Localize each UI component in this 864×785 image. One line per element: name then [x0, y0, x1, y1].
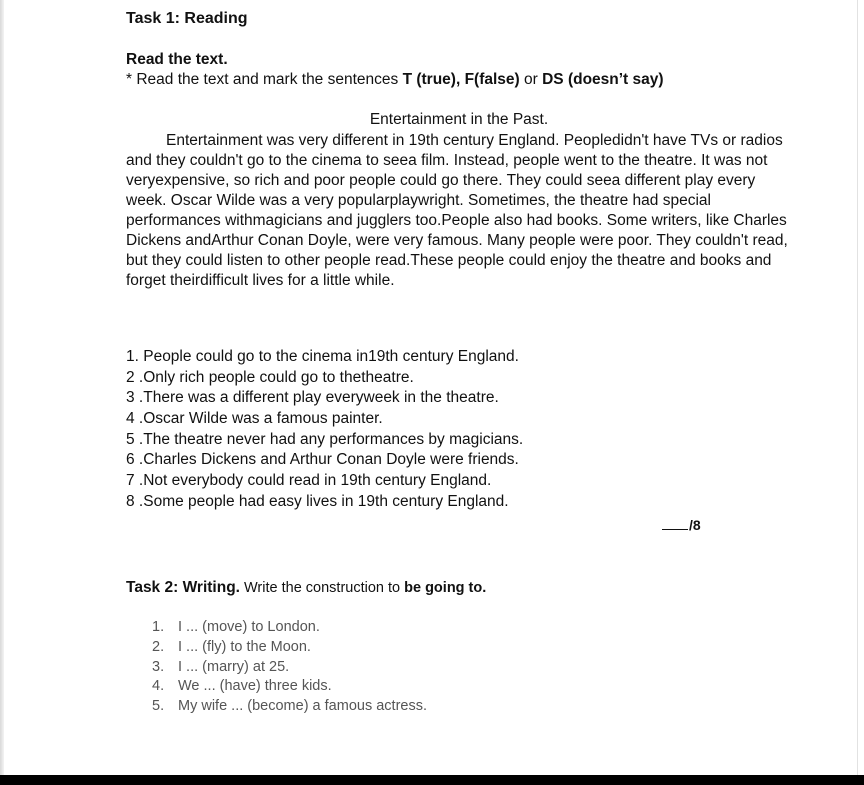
exercise-number: 1.: [152, 619, 165, 635]
task2-heading: [126, 579, 486, 597]
exercise-text: My wife ... (become) a famous actress.: [178, 698, 427, 715]
exercise-number: 2.: [152, 638, 165, 655]
exercise-list: [152, 618, 427, 717]
exercise-number: 4.: [152, 678, 165, 695]
statement-item: 4 .Oscar Wilde was a famous painter.: [126, 410, 383, 428]
instruction-or: or: [519, 71, 543, 88]
statement-item: 5 .The theatre never had any performances by magicians.: [126, 430, 524, 448]
bottom-black-bar: [0, 775, 864, 785]
exercise-item: [152, 697, 427, 717]
statement-item: 2 .Only rich people could go to thetheatre.: [126, 368, 414, 386]
statement-item: 7 .Not everybody could read in 19th century England.: [126, 472, 492, 490]
task2-construction: be going to.: [404, 580, 487, 596]
score-blank: [662, 529, 688, 530]
exercise-item: [152, 618, 427, 638]
instruction-prefix: * Read the text and mark the sentences: [126, 71, 403, 88]
task1-heading: Task 1: Reading: [126, 10, 248, 27]
score-field: [662, 517, 701, 533]
reading-passage: Entertainment was very different in 19th century England. Peopledidn't have TVs or radios and they couldn't go to the cinema to seea film. Instead, people went to the theatre. It was not veryexpensive, so rich and poor people could go there. They could seea different play every week. Oscar Wilde was a very popularplaywright. Sometimes, the theatre had special performances withmagicians and jugglers too.People also had books. Some writers, like Charles Dickens andArthur Conan Doyle, were very famous. Many people were poor. They couldn't read, but they could listen to other people read.These people could enjoy the theatre and books and forget theirdifficult lives for a little while.: [126, 132, 788, 289]
task2-label: Task 2: Writing.: [126, 579, 240, 596]
read-heading: Read the text.: [126, 51, 228, 68]
exercise-item: [152, 677, 427, 697]
task1-instruction: [126, 71, 664, 89]
statement-item: 6 .Charles Dickens and Arthur Conan Doyle were friends.: [126, 451, 519, 469]
score-total: /8: [689, 517, 701, 533]
page-right-edge: [857, 0, 858, 775]
exercise-text: We ... (have) three kids.: [178, 678, 332, 695]
text-title: Entertainment in the Past.: [369, 111, 549, 128]
exercise-number: 5.: [152, 698, 165, 715]
true-false-label: T (true), F(false): [402, 71, 520, 88]
exercise-item: [152, 638, 427, 658]
statement-item: 3 .There was a different play everyweek in the theatre.: [126, 389, 499, 407]
exercise-text: I ... (fly) to the Moon.: [178, 638, 311, 655]
statement-item: 8 .Some people had easy lives in 19th century England.: [126, 492, 509, 510]
task2-instruction: Write the construction to: [239, 580, 405, 596]
exercise-text: I ... (marry) at 25.: [178, 658, 290, 675]
exercise-number: 3.: [152, 658, 165, 675]
statement-item: 1. People could go to the cinema in19th century England.: [126, 348, 519, 365]
doesnt-say-label: DS (doesn’t say): [542, 71, 664, 88]
exercise-text: I ... (move) to London.: [178, 619, 320, 635]
exercise-item: [152, 658, 427, 678]
statement-list: [126, 347, 523, 513]
page-left-edge: [0, 0, 4, 775]
